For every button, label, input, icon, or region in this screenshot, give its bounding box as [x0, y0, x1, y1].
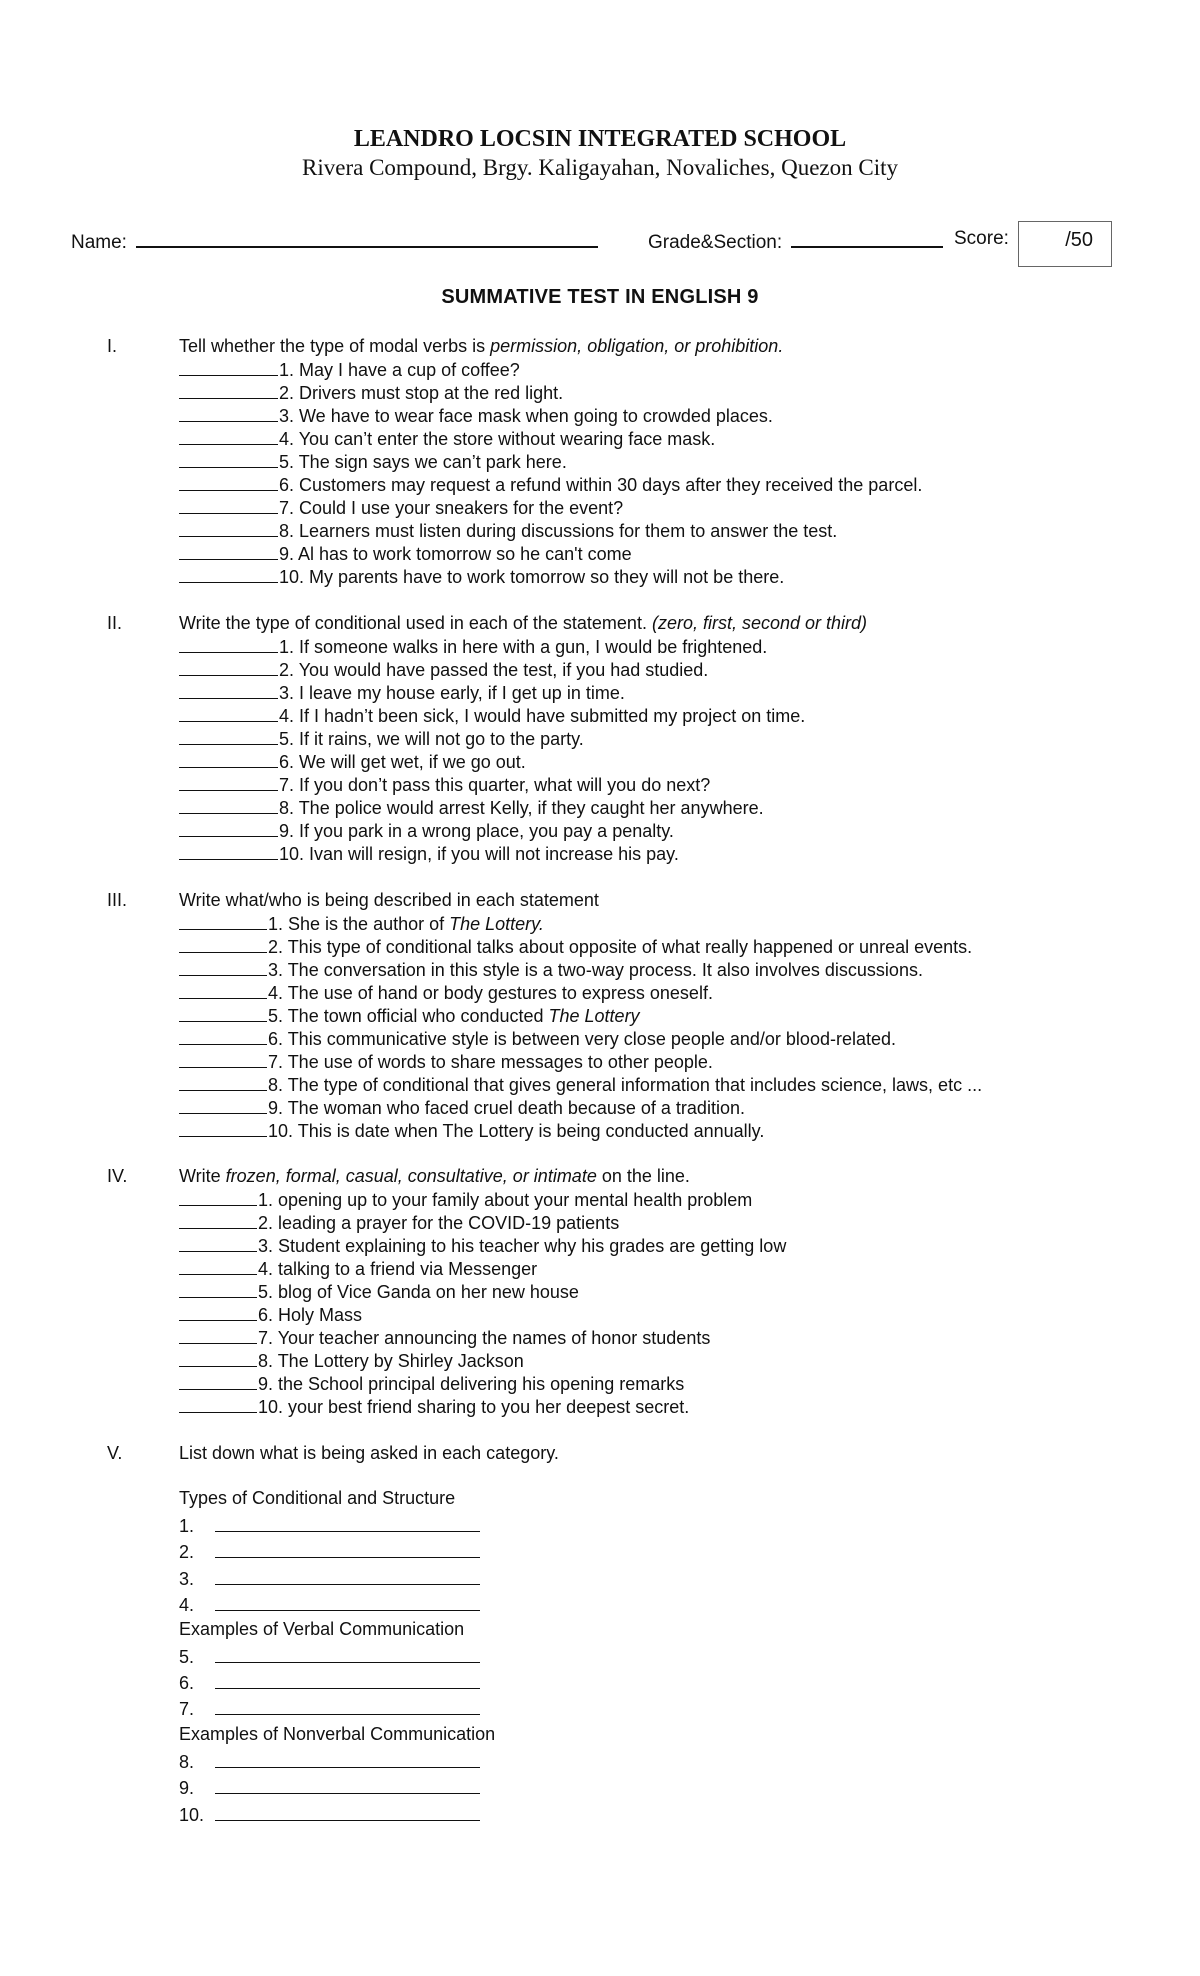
list-item: 7. Your teacher announcing the names of honor students	[179, 1327, 786, 1350]
list-item: 2. leading a prayer for the COVID-19 patients	[179, 1212, 786, 1235]
test-title: SUMMATIVE TEST IN ENGLISH 9	[441, 286, 759, 308]
list-item: 3. Student explaining to his teacher why his grades are getting low	[179, 1235, 786, 1258]
numbered-blank: 3.	[179, 1567, 480, 1593]
list-item: 3. I leave my house early, if I get up in time.	[179, 682, 805, 705]
answer-blank	[215, 1514, 480, 1532]
list-item: 1. If someone walks in here with a gun, I would be frightened.	[179, 636, 805, 659]
answer-blank	[179, 1028, 267, 1045]
answer-blank	[179, 566, 278, 583]
answer-blank	[179, 1212, 257, 1229]
item-list	[179, 636, 805, 866]
answer-blank	[179, 728, 278, 745]
answer-blank	[179, 843, 278, 860]
answer-blank	[179, 1074, 267, 1091]
answer-blank	[215, 1567, 480, 1585]
list-item: 8. Learners must listen during discussions for them to answer the test.	[179, 520, 922, 543]
answer-blank	[215, 1750, 480, 1768]
answer-blank	[215, 1803, 480, 1821]
list-item: 3. The conversation in this style is a two-way process. It also involves discussions.	[179, 959, 982, 982]
answer-blank	[179, 451, 278, 468]
answer-blank	[179, 543, 278, 560]
list-item: 5. The town official who conducted The Lottery	[179, 1005, 982, 1028]
answer-blank	[179, 774, 278, 791]
list-item: 2. Drivers must stop at the red light.	[179, 382, 922, 405]
grade-section-blank	[791, 228, 943, 248]
answer-blank	[215, 1697, 480, 1715]
list-item: 9. Al has to work tomorrow so he can't come	[179, 543, 922, 566]
answer-blank	[179, 705, 278, 722]
list-item: 5. If it rains, we will not go to the party.	[179, 728, 805, 751]
numbered-blank: 7.	[179, 1697, 480, 1723]
answer-blank	[179, 959, 267, 976]
list-item: 2. You would have passed the test, if you had studied.	[179, 659, 805, 682]
list-item: 5. blog of Vice Ganda on her new house	[179, 1281, 786, 1304]
category-title: Examples of Verbal Communication	[179, 1619, 465, 1639]
list-item: 8. The type of conditional that gives general information that includes science, laws, etc ...	[179, 1074, 982, 1097]
name-field	[71, 228, 598, 254]
list-item: 5. The sign says we can’t park here.	[179, 451, 922, 474]
list-item: 1. She is the author of The Lottery.	[179, 913, 982, 936]
list-item: 7. Could I use your sneakers for the event?	[179, 497, 922, 520]
category-title: Examples of Nonverbal Communication	[179, 1724, 496, 1744]
list-item: 1. May I have a cup of coffee?	[179, 359, 922, 382]
numbered-blank: 9.	[179, 1776, 480, 1802]
section-instruction: List down what is being asked in each category.	[179, 1443, 559, 1463]
numbered-blank: 5.	[179, 1645, 480, 1671]
answer-blank	[179, 405, 278, 422]
list-item: 7. If you don’t pass this quarter, what will you do next?	[179, 774, 805, 797]
list-item: 6. Holy Mass	[179, 1304, 786, 1327]
answer-blank	[179, 797, 278, 814]
list-item: 4. You can’t enter the store without wearing face mask.	[179, 428, 922, 451]
numbered-blank: 6.	[179, 1671, 480, 1697]
numbered-blank: 4.	[179, 1593, 480, 1619]
list-item: 6. Customers may request a refund within 30 days after they received the parcel.	[179, 474, 922, 497]
section-numeral: V.	[107, 1443, 123, 1463]
answer-blank	[179, 1120, 267, 1137]
answer-blank	[179, 1051, 267, 1068]
score-total: /50	[1065, 229, 1093, 251]
section-numeral: II.	[107, 613, 123, 633]
list-item: 9. If you park in a wrong place, you pay a penalty.	[179, 820, 805, 843]
answer-blank	[179, 682, 278, 699]
numbered-blank: 2.	[179, 1540, 480, 1566]
numbered-blank: 1.	[179, 1514, 480, 1540]
answer-blank	[179, 1396, 257, 1413]
grade-section-field	[648, 228, 943, 254]
list-item: 2. This type of conditional talks about opposite of what really happened or unreal events.	[179, 936, 982, 959]
list-item: 9. The woman who faced cruel death because of a tradition.	[179, 1097, 982, 1120]
list-item: 6. This communicative style is between very close people and/or blood-related.	[179, 1028, 982, 1051]
answer-blank	[179, 636, 278, 653]
section-numeral: IV.	[107, 1166, 128, 1186]
answer-blank	[179, 382, 278, 399]
list-item: 4. If I hadn’t been sick, I would have submitted my project on time.	[179, 705, 805, 728]
school-name: LEANDRO LOCSIN INTEGRATED SCHOOL	[353, 126, 847, 152]
name-blank	[136, 228, 598, 248]
answer-blank	[179, 1235, 257, 1252]
answer-blank	[179, 1327, 257, 1344]
list-item: 3. We have to wear face mask when going to crowded places.	[179, 405, 922, 428]
answer-blank	[215, 1540, 480, 1558]
list-item: 10. Ivan will resign, if you will not increase his pay.	[179, 843, 805, 866]
answer-blank	[179, 497, 278, 514]
answer-blank	[215, 1776, 480, 1794]
list-item: 9. the School principal delivering his opening remarks	[179, 1373, 786, 1396]
answer-blank	[179, 1350, 257, 1367]
list-item: 10. your best friend sharing to you her deepest secret.	[179, 1396, 786, 1419]
answer-blank	[179, 1189, 257, 1206]
name-label: Name:	[71, 232, 127, 253]
answer-blank	[179, 913, 267, 930]
school-address: Rivera Compound, Brgy. Kaligayahan, Novaliches, Quezon City	[302, 155, 898, 180]
list-item: 10. This is date when The Lottery is being conducted annually.	[179, 1120, 982, 1143]
section-instruction: Write what/who is being described in each statement	[179, 890, 599, 910]
answer-blank	[179, 1005, 267, 1022]
numbered-blank: 8.	[179, 1750, 480, 1776]
score-box	[1018, 221, 1112, 267]
answer-blank	[179, 1373, 257, 1390]
list-item: 4. The use of hand or body gestures to express oneself.	[179, 982, 982, 1005]
answer-blank	[215, 1593, 480, 1611]
answer-blank	[215, 1645, 480, 1663]
grade-section-label: Grade&Section:	[648, 232, 783, 253]
score-label: Score:	[954, 228, 1009, 249]
list-item: 10. My parents have to work tomorrow so they will not be there.	[179, 566, 922, 589]
answer-blank	[179, 520, 278, 537]
answer-blank	[179, 359, 278, 376]
answer-blank	[179, 1304, 257, 1321]
answer-blank	[179, 474, 278, 491]
item-list	[179, 1189, 786, 1419]
answer-blank	[179, 1097, 267, 1114]
item-list	[179, 913, 982, 1143]
answer-blank	[179, 1258, 257, 1275]
answer-blank	[179, 982, 267, 999]
answer-blank	[215, 1671, 480, 1689]
answer-blank	[179, 936, 267, 953]
answer-blank	[179, 1281, 257, 1298]
answer-blank	[179, 428, 278, 445]
answer-blank	[179, 659, 278, 676]
list-item: 4. talking to a friend via Messenger	[179, 1258, 786, 1281]
section-instruction: Write the type of conditional used in each of the statement. (zero, first, second or third)	[179, 613, 868, 633]
section-instruction: Write frozen, formal, casual, consultative, or intimate on the line.	[179, 1166, 690, 1186]
numbered-blank: 10.	[179, 1803, 480, 1829]
list-item: 8. The police would arrest Kelly, if they caught her anywhere.	[179, 797, 805, 820]
list-item: 7. The use of words to share messages to other people.	[179, 1051, 982, 1074]
list-item: 1. opening up to your family about your mental health problem	[179, 1189, 786, 1212]
item-list	[179, 359, 922, 589]
section-numeral: III.	[107, 890, 128, 910]
section-instruction: Tell whether the type of modal verbs is permission, obligation, or prohibition.	[179, 336, 784, 356]
section-numeral: I.	[107, 336, 118, 356]
answer-blank	[179, 820, 278, 837]
category-title: Types of Conditional and Structure	[179, 1488, 456, 1508]
list-item: 8. The Lottery by Shirley Jackson	[179, 1350, 786, 1373]
answer-blank	[179, 751, 278, 768]
list-item: 6. We will get wet, if we go out.	[179, 751, 805, 774]
